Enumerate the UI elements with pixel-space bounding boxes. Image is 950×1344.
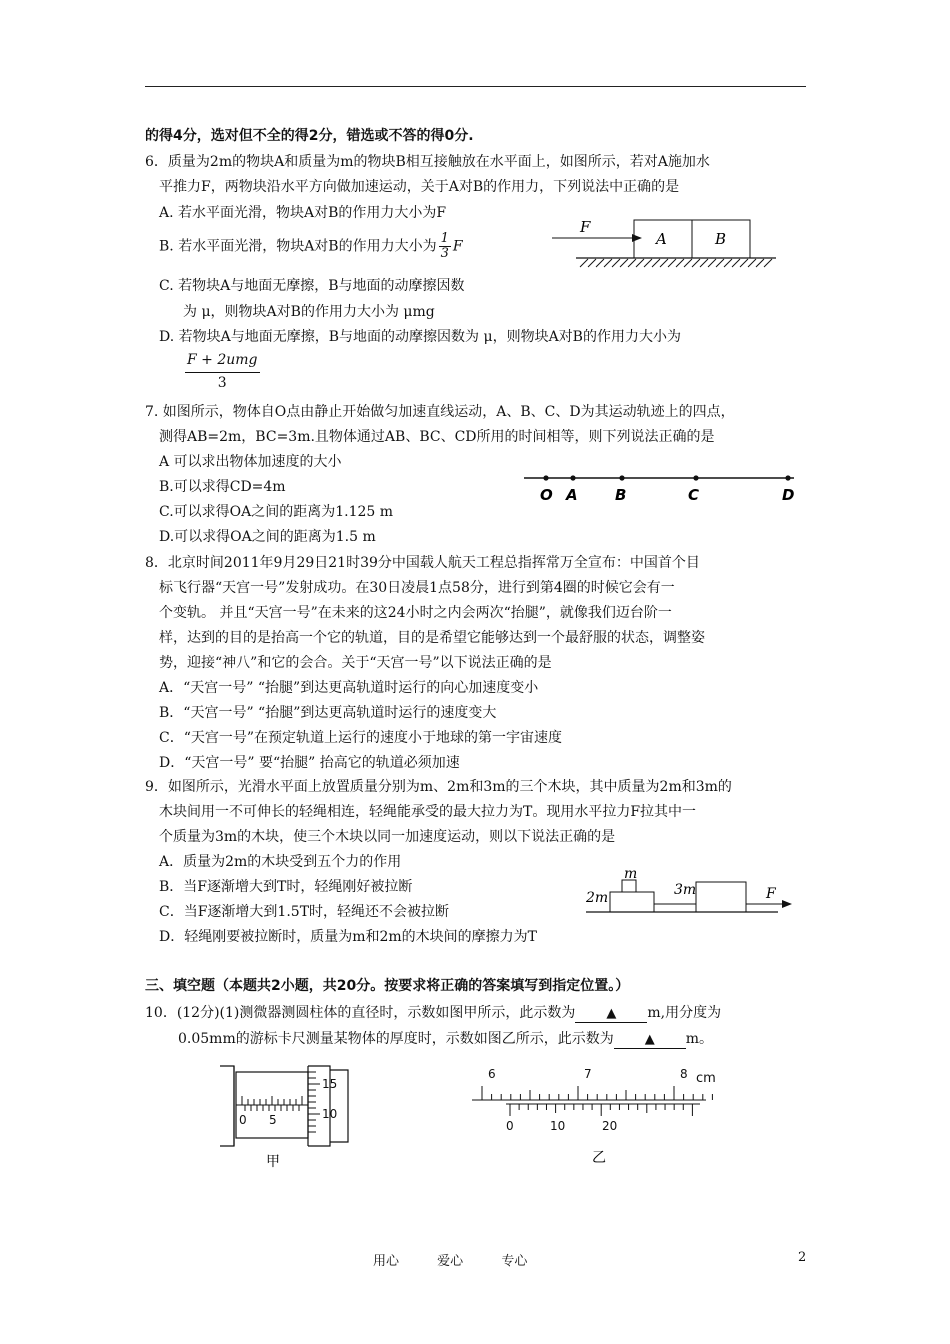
- section-3-heading: 三、填空题（本题共2小题，共20分。按要求将正确的答案填写到指定位置。）: [145, 978, 630, 994]
- footer-item-1: 用心: [373, 1254, 400, 1269]
- q10-line-1-suffix: m,用分度为: [647, 1005, 722, 1021]
- caliper-main-label-6: 6: [488, 1067, 496, 1081]
- q6-figure: [540, 212, 790, 274]
- q7-stem-1: 7. 如图所示，物体自O点由静止开始做匀加速直线运动，A、B、C、D为其运动轨迹上的四点，: [145, 404, 735, 420]
- q9-label-3m: 3m: [674, 882, 697, 898]
- q7-label-a: A: [566, 486, 578, 504]
- q6-option-a: A. 若水平面光滑，物块A对B的作用力大小为F: [159, 205, 447, 221]
- q9-line-2: 木块间用一不可伸长的轻绳相连，轻绳能承受的最大拉力为T。现用水平拉力F拉其中一: [159, 804, 697, 820]
- q8-line-5: 势，迎接“神八”和它的会合。关于“天宫一号”以下说法正确的是: [159, 655, 552, 671]
- caliper-vernier-label-10: 10: [550, 1119, 566, 1133]
- q7-point-c: [693, 475, 698, 480]
- q7-label-o: O: [540, 486, 553, 504]
- q9-line-1: 9．如图所示，光滑水平面上放置质量分别为m、2m和3m的三个木块，其中质量为2m和3m的: [145, 779, 732, 795]
- q10-line-1: [145, 1003, 721, 1023]
- micrometer-frame-left: [220, 1066, 234, 1146]
- q9-line-3: 个质量为3m的木块，使三个木块以同一加速度运动，则以下说法正确的是: [159, 829, 616, 845]
- page-footer: [373, 1250, 561, 1269]
- q7-option-d: D.可以求得OA之间的距离为1.5 m: [159, 529, 376, 545]
- micrometer-caption: 甲: [266, 1154, 280, 1170]
- q7-option-b: B.可以求得CD=4m: [159, 479, 286, 495]
- q7-point-b: [619, 475, 624, 480]
- q6-option-d-fraction: [183, 350, 262, 393]
- caliper-main-ticks: [482, 1086, 712, 1100]
- q6-force-label: F: [580, 218, 591, 236]
- micrometer-label-10: 10: [322, 1107, 338, 1121]
- q9-option-c: C．当F逐渐增大到1.5T时，轻绳还不会被拉断: [159, 904, 450, 920]
- footer-item-3: 专心: [501, 1254, 528, 1269]
- q6-ground-hatch: [580, 259, 772, 267]
- footer-item-2: 爱心: [437, 1254, 464, 1269]
- q7-point-d: [785, 475, 790, 480]
- q6-block-a-label: A: [656, 230, 667, 248]
- q6-frac-den: 3: [440, 246, 449, 261]
- q7-point-a: [570, 475, 575, 480]
- q9-figure: [578, 866, 798, 918]
- q8-option-a: A．“天宫一号” “抬腿”到达更高轨道时运行的向心加速度变小: [159, 680, 539, 696]
- q6-option-c-1: C. 若物块A与地面无摩擦，B与地面的动摩擦因数: [159, 278, 465, 294]
- caliper-vernier-ticks: [510, 1104, 692, 1116]
- q8-option-c: C．“天宫一号”在预定轨道上运行的速度小于地球的第一宇宙速度: [159, 730, 563, 746]
- q6-stem-2: 平推力F，两物块沿水平方向做加速运动，关于A对B的作用力，下列说法中正确的是: [159, 179, 680, 195]
- caliper-main-label-8: 8: [680, 1067, 688, 1081]
- q10-micrometer-figure: [212, 1058, 364, 1170]
- q8-line-1: 8．北京时间2011年9月29日21时39分中国载人航天工程总指挥常万全宣布：中国首个目: [145, 555, 700, 571]
- caliper-vernier-label-20: 20: [602, 1119, 618, 1133]
- caliper-caption: 乙: [592, 1150, 606, 1166]
- q7-option-a: A 可以求出物体加速度的大小: [159, 454, 342, 470]
- micrometer-label-15: 15: [322, 1077, 338, 1091]
- q6-d-num: F + 2umg: [185, 350, 260, 373]
- q10-line-2-suffix: m。: [685, 1031, 714, 1047]
- q6-option-b-text: B. 若水平面光滑，物块A对B的作用力大小为: [159, 238, 437, 255]
- q6-frac-num: 1: [440, 231, 449, 246]
- header-rule: [145, 86, 806, 87]
- q6-option-b-fraction: [439, 232, 451, 261]
- q10-caliper-figure: [462, 1064, 724, 1170]
- q6-block-b-label: B: [715, 230, 727, 248]
- q9-block-2m: [610, 892, 654, 912]
- q8-line-2: 标飞行器“天宫一号”发射成功。在30日凌晨1点58分，进行到第4圈的时候它会有一: [159, 580, 675, 596]
- scoring-note: 的得4分，选对但不全的得2分，错选或不答的得0分.: [145, 128, 474, 144]
- q6-option-d: D. 若物块A与地面无摩擦，B与地面的动摩擦因数为 μ，则物块A对B的作用力大小为: [159, 329, 681, 345]
- q7-figure: [516, 466, 806, 508]
- q10-answer-blank-1[interactable]: ▲: [575, 1006, 647, 1023]
- q9-option-b: B．当F逐渐增大到T时，轻绳刚好被拉断: [159, 879, 413, 895]
- q9-label-f: F: [766, 886, 776, 902]
- q7-label-b: B: [615, 486, 627, 504]
- q10-line-1-text: 10．(12分)(1)测微器测圆柱体的直径时，示数如图甲所示，此示数为: [145, 1005, 576, 1021]
- micrometer-thimble-ticks: [308, 1072, 320, 1132]
- q8-option-b: B．“天宫一号” “抬腿”到达更高轨道时运行的速度变大: [159, 705, 497, 721]
- q6-option-b-var: F: [452, 238, 463, 255]
- q9-block-3m: [696, 882, 746, 912]
- q9-label-m: m: [624, 866, 638, 882]
- q10-line-2: [178, 1029, 713, 1049]
- q7-label-d: D: [782, 486, 795, 504]
- q7-option-c: C.可以求得OA之间的距离为1.125 m: [159, 504, 394, 520]
- q7-point-o: [543, 475, 548, 480]
- page-number: 2: [798, 1250, 807, 1265]
- q9-arrow-head: [782, 900, 792, 908]
- caliper-vernier-label-0: 0: [506, 1119, 514, 1133]
- q7-stem-2: 测得AB=2m，BC=3m.且物体通过AB、BC、CD所用的时间相等，则下列说法正确的是: [159, 429, 715, 445]
- q9-option-d: D．轻绳刚要被拉断时，质量为m和2m的木块间的摩擦力为T: [159, 929, 538, 945]
- q8-line-3: 个变轨。 并且“天宫一号”在未来的这24小时之内会两次“抬腿”，就像我们迈台阶一: [159, 605, 672, 621]
- micrometer-main-ticks: [242, 1096, 302, 1111]
- q6-option-c-2: 为 μ，则物块A对B的作用力大小为 μmg: [183, 304, 435, 320]
- caliper-unit: cm: [696, 1071, 716, 1086]
- q10-line-2-text: 0.05mm的游标卡尺测量某物体的厚度时，示数如图乙所示，此示数为: [178, 1031, 614, 1047]
- q6-option-b: [159, 232, 463, 261]
- q9-label-2m: 2m: [586, 890, 609, 906]
- micrometer-label-5: 5: [269, 1113, 277, 1127]
- caliper-main-label-7: 7: [584, 1067, 592, 1081]
- q9-option-a: A．质量为2m的木块受到五个力的作用: [159, 854, 402, 870]
- q10-answer-blank-2[interactable]: ▲: [614, 1032, 686, 1049]
- micrometer-label-0: 0: [239, 1113, 247, 1127]
- q8-option-d: D．“天宫一号” 要“抬腿” 抬高它的轨道必须加速: [159, 755, 460, 771]
- q6-stem-1: 6．质量为2m的物块A和质量为m的物块B相互接触放在水平面上，如图所示，若对A施加水: [145, 154, 710, 170]
- q8-line-4: 样，达到的目的是抬高一个它的轨道，目的是希望它能够达到一个最舒服的状态，调整姿: [159, 630, 705, 646]
- q7-label-c: C: [688, 486, 700, 504]
- q6-d-den: 3: [217, 375, 227, 391]
